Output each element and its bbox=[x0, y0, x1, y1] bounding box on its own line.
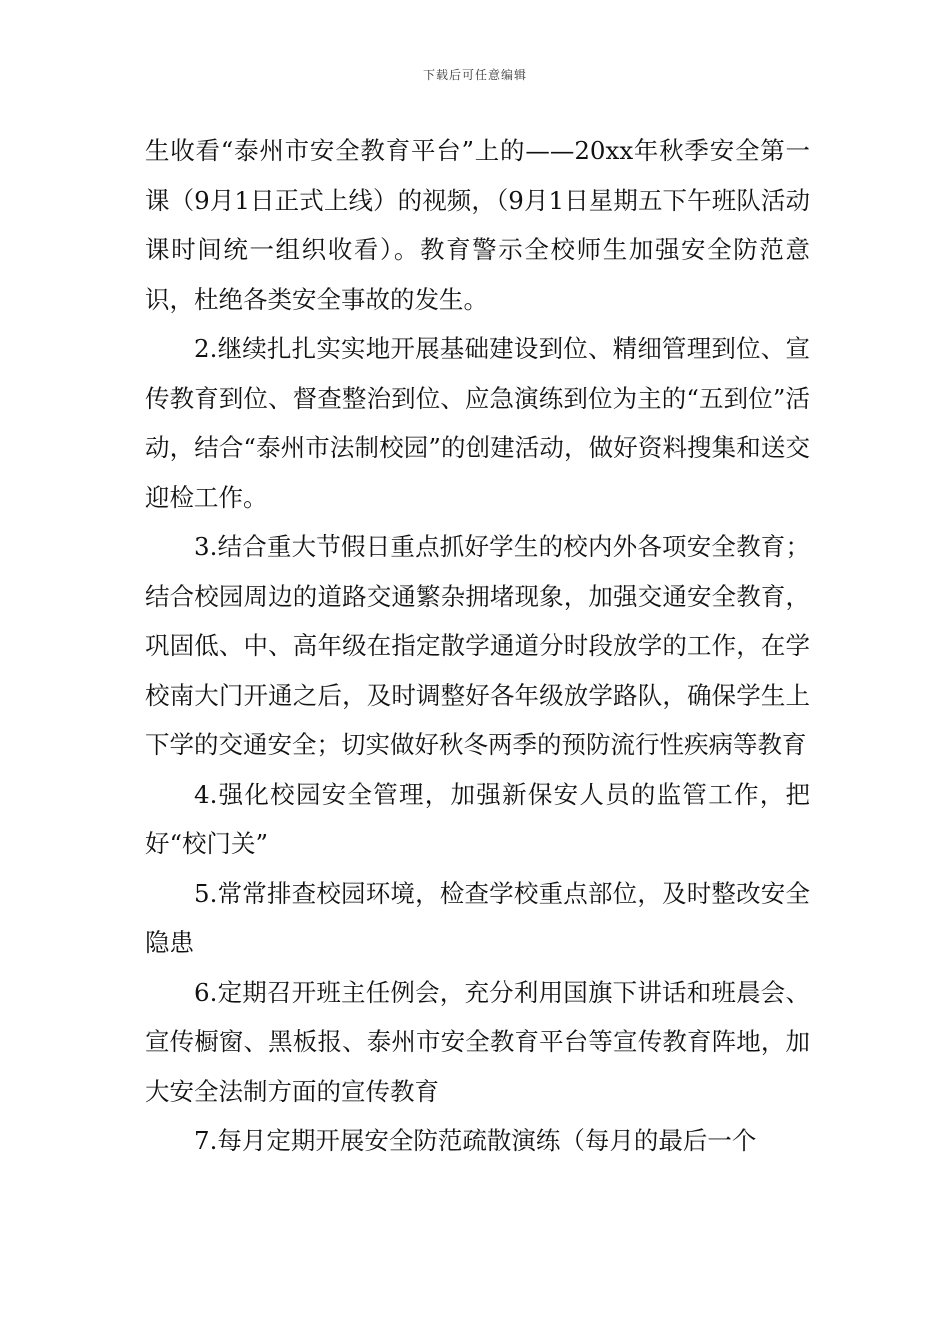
paragraph-5: 5.常常排查校园环境，检查学校重点部位，及时整改安全隐患 bbox=[145, 878, 810, 957]
paragraph-3: 3.结合重大节假日重点抓好学生的校内外各项安全教育；结合校园周边的道路交通繁杂拥堵现象，加强交通安全教育，巩固低、中、高年级在指定散学通道分时段放学的工作，在学校南大门开通之后，及时调整好各年级放学路队，确保学生上下学的交通安全；切实做好秋冬两季的预防流行性疾病等教育 bbox=[145, 532, 810, 759]
paragraph-7: 7.每月定期开展安全防范疏散演练（每月的最后一个 bbox=[194, 1126, 757, 1155]
page-header: 下载后可任意编辑 bbox=[422, 68, 527, 82]
paragraph-4: 4.强化校园安全管理，加强新保安人员的监管工作，把好“校门关” bbox=[145, 779, 810, 858]
paragraph-1: 生收看“泰州市安全教育平台”上的——20xx年秋季安全第一课（9月1日正式上线）的视频，（9月1日星期五下午班队活动课时间统一组织收看）。教育警示全校师生加强安全防范意识，杜绝各类安全事故的发生。 bbox=[145, 136, 810, 314]
paragraph-6: 6.定期召开班主任例会，充分利用国旗下讲话和班晨会、宣传橱窗、黑板报、泰州市安全教育平台等宣传教育阵地，加大安全法制方面的宣传教育 bbox=[145, 977, 810, 1106]
paragraph-2: 2.继续扎扎实实地开展基础建设到位、精细管理到位、宣传教育到位、督查整治到位、应急演练到位为主的“五到位”活动，结合“泰州市法制校园”的创建活动，做好资料搜集和送交迎检工作。 bbox=[145, 334, 810, 512]
document-body bbox=[145, 126, 810, 1166]
